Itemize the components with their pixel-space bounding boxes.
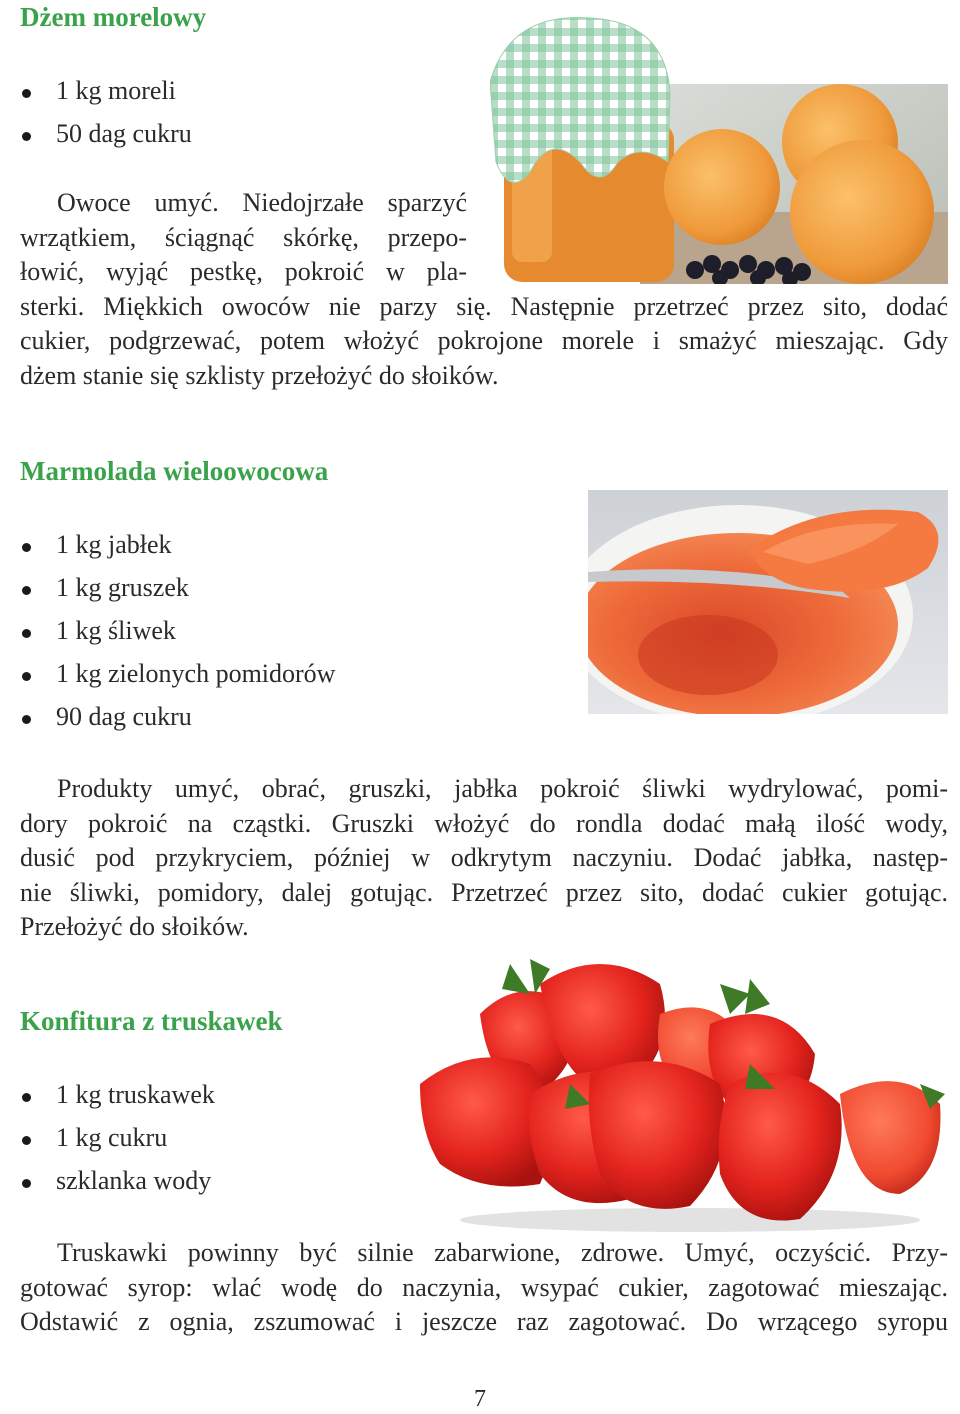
recipe-text-apricot-jam [20,186,948,393]
text-line: gotować syrop: wlać wodę do naczynia, wsypać cukier, zagotować mieszając. [20,1272,948,1302]
text-line: wrzątkiem, ściągnąć skórkę, przepo- [20,222,467,252]
marmalade-photo [588,490,948,714]
recipe-text-strawberry-preserve [20,1236,948,1340]
ingredients-list-strawberry-preserve [20,1080,215,1209]
text-line: łowić, wyjąć pestkę, pokroić w pla- [20,257,467,286]
ingredient-item: 1 kg jabłek [20,530,335,573]
ingredient-item: szklanka wody [20,1166,215,1209]
ingredient-item: 1 kg śliwek [20,616,335,659]
ingredient-item: 90 dag cukru [20,702,335,745]
text-line: dory pokroić na cząstki. Gruszki włożyć do rondla dodać małą ilość wody, [20,808,948,838]
ingredient-item: 1 kg cukru [20,1123,215,1166]
ingredient-item: 1 kg gruszek [20,573,335,616]
ingredients-list-mixed-fruit-marmalade [20,530,335,745]
text-line: Odstawić z ognia, zszumować i jeszcze raz zagotować. Do wrzącego syropu [20,1307,948,1336]
text-line: Truskawki powinny być silnie zabarwione, zdrowe. Umyć, oczyścić. Przy- [57,1238,948,1267]
ingredients-list-apricot-jam [20,76,192,162]
ingredient-item: 1 kg zielonych pomidorów [20,659,335,702]
text-line: Przełożyć do słoików. [20,912,249,941]
text-line: dusić pod przykryciem, później w odkrytym naczyniu. Dodać jabłka, następ- [20,843,948,872]
text-line: dżem stanie się szklisty przełożyć do słoików. [20,360,499,390]
ingredient-item: 1 kg truskawek [20,1080,215,1123]
ingredient-item: 50 dag cukru [20,119,192,162]
recipe-title-mixed-fruit-marmalade: Marmolada wieloowocowa [20,456,329,486]
strawberries-photo [420,944,950,1234]
text-line: sterki. Miękkich owoców nie parzy się. Następnie przetrzeć przez sito, dodać [20,291,948,321]
text-line: nie śliwki, pomidory, dalej gotując. Przetrzeć przez sito, dodać cukier gotując. [20,877,948,907]
text-line: Owoce umyć. Niedojrzałe sparzyć [57,188,467,217]
ingredient-item: 1 kg moreli [20,76,192,119]
recipe-title-strawberry-preserve: Konfitura z truskawek [20,1006,283,1036]
page-number: 7 [474,1386,486,1412]
recipe-text-mixed-fruit-marmalade [20,772,948,945]
recipe-title-apricot-jam: Dżem morelowy [20,2,207,32]
text-line: cukier, podgrzewać, potem włożyć pokrojone morele i smażyć mieszając. Gdy [20,326,948,355]
text-line: Produkty umyć, obrać, gruszki, jabłka pokroić śliwki wydrylować, pomi- [57,774,948,803]
